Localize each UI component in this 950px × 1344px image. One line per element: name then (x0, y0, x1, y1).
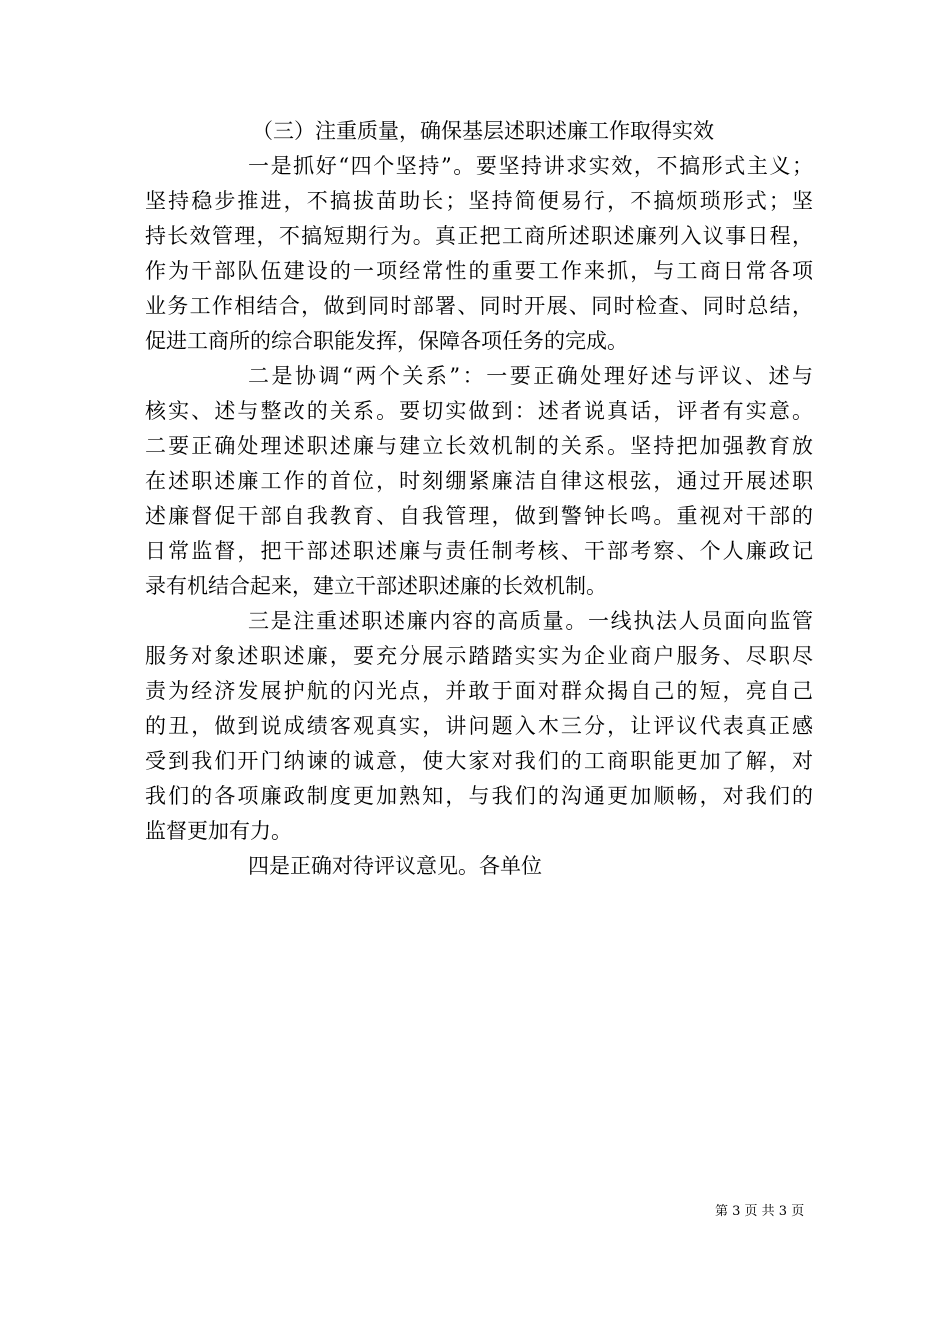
paragraph-line: 业务工作相结合，做到同时部署、同时开展、同时检查、同时总结， (145, 294, 813, 318)
paragraph-line: 监督更加有力。 (145, 819, 292, 843)
paragraph-line: 持长效管理，不搞短期行为。真正把工商所述职述廉列入议事日程， (145, 224, 813, 248)
paragraph-line: 责为经济发展护航的闪光点，并敢于面对群众揭自己的短，亮自己 (145, 679, 813, 703)
paragraph-line: 的丑，做到说成绩客观真实，讲问题入木三分，让评议代表真正感 (145, 714, 813, 738)
paragraph-line: 促进工商所的综合职能发挥，保障各项任务的完成。 (145, 329, 628, 353)
document-body (145, 114, 813, 884)
paragraph-line: 坚持稳步推进，不搞拔苗助长；坚持简便易行，不搞烦琐形式；坚 (145, 189, 813, 213)
page-number-footer: 第 3 页 共 3 页 (715, 1204, 805, 1219)
paragraph-line: 四是正确对待评议意见。各单位 (248, 854, 542, 878)
paragraph-line: 二要正确处理述职述廉与建立长效机制的关系。坚持把加强教育放 (145, 434, 813, 458)
paragraph-line: 服务对象述职述廉，要充分展示踏踏实实为企业商户服务、尽职尽 (145, 644, 813, 668)
paragraph-line: 一是抓好“四个坚持”。要坚持讲求实效，不搞形式主义； (248, 154, 813, 178)
paragraph-line: 我们的各项廉政制度更加熟知，与我们的沟通更加顺畅，对我们的 (145, 784, 813, 808)
paragraph-line: 受到我们开门纳谏的诚意，使大家对我们的工商职能更加了解，对 (145, 749, 813, 773)
paragraph-line: 三是注重述职述廉内容的高质量。一线执法人员面向监管 (248, 609, 813, 633)
paragraph-line: 二是协调“两个关系”：一要正确处理好述与评议、述与 (248, 364, 813, 388)
paragraph-line: 在述职述廉工作的首位，时刻绷紧廉洁自律这根弦，通过开展述职 (145, 469, 813, 493)
paragraph-line: 作为干部队伍建设的一项经常性的重要工作来抓，与工商日常各项 (145, 259, 813, 283)
paragraph-line: 日常监督，把干部述职述廉与责任制考核、干部考察、个人廉政记 (145, 539, 813, 563)
paragraph-line: 录有机结合起来，建立干部述职述廉的长效机制。 (145, 574, 607, 598)
section-heading: （三）注重质量，确保基层述职述廉工作取得实效 (252, 119, 714, 143)
paragraph-line: 述廉督促干部自我教育、自我管理，做到警钟长鸣。重视对干部的 (145, 504, 813, 528)
paragraph-line: 核实、述与整改的关系。要切实做到：述者说真话，评者有实意。 (145, 399, 813, 423)
